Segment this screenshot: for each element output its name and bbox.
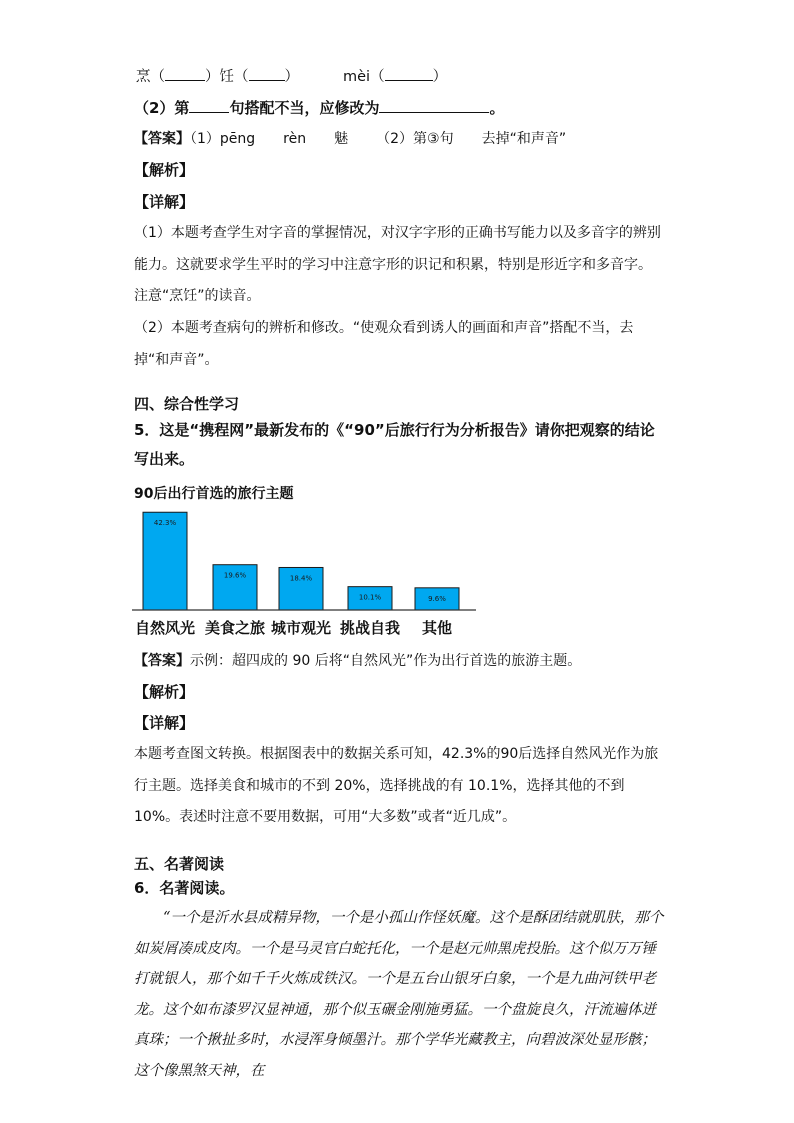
category-label-1: 美食之旅 <box>204 619 265 637</box>
data-label-1: 19.6% <box>223 571 247 580</box>
answer-p5: 去掉“和声音” <box>481 131 567 147</box>
pinyin-a-end: ）饪（ <box>205 69 249 85</box>
data-label-2: 18.4% <box>289 574 313 583</box>
data-label-3: 10.1% <box>358 593 382 602</box>
pinyin-b-end: ） <box>284 69 299 85</box>
chart-title: 90后出行首选的旅行主题 <box>134 486 294 502</box>
pinyin-a: 烹（ <box>136 69 165 85</box>
sub2-mid: 句搭配不当，应修改为 <box>229 99 380 117</box>
answer-p2: rèn <box>283 131 307 147</box>
answer-line-q5 <box>134 651 581 671</box>
xiangjie-label-1: 【详解】 <box>134 193 195 211</box>
category-label-0: 自然风光 <box>134 619 195 637</box>
pinyin-c-end: ） <box>432 69 448 85</box>
blank-4 <box>189 98 229 113</box>
answer-p4: （2）第③句 <box>376 131 454 147</box>
category-label-3: 挑战自我 <box>339 619 400 637</box>
blank-3 <box>385 66 433 81</box>
sub-question-2 <box>134 98 504 118</box>
section-5-heading: 五、名著阅读 <box>134 855 225 873</box>
blank-2 <box>249 66 285 81</box>
category-label-4: 其他 <box>421 619 452 637</box>
xiangjie-label-2: 【详解】 <box>134 714 195 732</box>
jiexi-label-1: 【解析】 <box>134 161 195 179</box>
answer-p3: 魅 <box>334 131 349 147</box>
pinyin-line <box>136 66 447 87</box>
answer-line-q4 <box>134 129 566 149</box>
pinyin-c: mèi（ <box>343 69 385 85</box>
section-4-heading: 四、综合性学习 <box>134 395 240 413</box>
explanation-para-1: （1）本题考查学生对字音的掌握情况，对汉字字形的正确书写能力以及多音字的辨别能力。这就要求学生平时的学习中注意字形的识记和积累，特别是形近字和多音字。注意“烹饪”的读音。 <box>134 225 661 304</box>
question-6: 6．名著阅读。 <box>134 879 235 897</box>
answer-text-q5: 示例：超四成的 90 后将“自然风光”作为出行首选的旅游主题。 <box>190 653 582 669</box>
data-label-0: 42.3% <box>153 519 177 528</box>
blank-1 <box>165 66 205 81</box>
answer-key-q5: 【答案】 <box>134 653 190 669</box>
blank-5 <box>379 98 489 113</box>
category-label-2: 城市观光 <box>270 619 331 637</box>
category-labels <box>0 617 794 639</box>
sub2-pre: （2）第 <box>134 99 190 117</box>
excerpt-text: “一个是沂水县成精异物，一个是小孤山作怪妖魔。这个是酥团结就肌肤，那个如炭屑凑成皮肉。一个是马灵官白蛇托化，一个是赵元帅黑虎投胎。这个似万万锤打就银人，那个如千千火炼成铁汉。一个是五台山银牙白象，一个是九曲河铁甲老龙。这个如布漆罗汉显神通，那个似玉碾金刚施勇猛。一个盘旋良久，汗流遍体迸真珠；一个揪扯多时，水浸浑身倾墨汁。那个学华光藏教主，向碧波深处显形骸；这个像黑煞天神，在 <box>134 910 664 1079</box>
answer-p1: （1）pēng <box>190 131 256 147</box>
question-5: 5．这是“携程网”最新发布的《“90”后旅行行为分析报告》请你把观察的结论写出来。 <box>134 421 655 468</box>
jiexi-label-2: 【解析】 <box>134 683 195 701</box>
sub2-end: 。 <box>489 99 505 117</box>
explanation-para-q5: 本题考查图文转换。根据图表中的数据关系可知，42.3%的90后选择自然风光作为旅行主题。选择美食和城市的不到 20%，选择挑战的有 10.1%，选择其他的不到 10%。表述时注意不要用数据，可用“大多数”或者“近几成”。 <box>134 746 659 825</box>
answer-key: 【答案】 <box>134 131 190 147</box>
data-label-4: 9.6% <box>428 594 446 603</box>
explanation-para-2: （2）本题考查病句的辨析和修改。“使观众看到诱人的画面和声音”搭配不当，去掉“和声音”。 <box>134 320 634 368</box>
